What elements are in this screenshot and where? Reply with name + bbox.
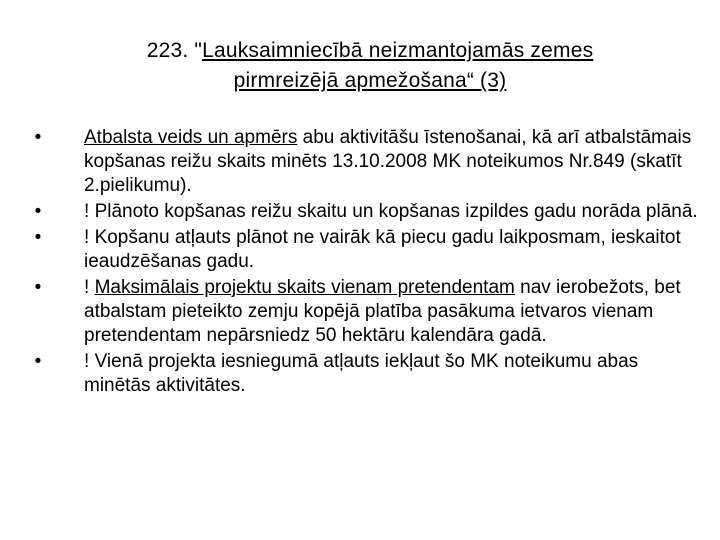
- bullet-dot-icon: •: [34, 201, 42, 222]
- bullet-exclamation: !: [84, 201, 95, 222]
- bullet-underlined-text: Maksimālais projektu skaits vienam pretendentam: [94, 277, 515, 298]
- bullet-text: Vienā projekta iesniegumā atļauts iekļaut šo MK noteikumu abas minētās aktivitātes.: [84, 351, 639, 396]
- bullet-list: [28, 126, 708, 400]
- bullet-item-planned-maintenance: [28, 200, 708, 224]
- title-line-2: [60, 66, 680, 96]
- bullet-item-both-activities: [28, 350, 708, 398]
- bullet-dot-icon: •: [34, 227, 42, 248]
- bullet-exclamation: !: [84, 351, 95, 372]
- bullet-exclamation: !: [84, 227, 95, 248]
- bullet-dot-icon: •: [34, 277, 42, 298]
- slide-title: [60, 36, 680, 96]
- bullet-text: Plānoto kopšanas reižu skaitu un kopšanas izpildes gadu norāda plānā.: [94, 201, 698, 222]
- bullet-exclamation: !: [84, 277, 95, 298]
- bullet-dot-icon: •: [34, 127, 42, 148]
- bullet-dot-icon: •: [34, 351, 42, 372]
- bullet-underlined-text: Atbalsta veids un apmērs: [84, 127, 298, 148]
- bullet-text: abu aktivitāšu īstenošanai, kā arī atbalstāmais kopšanas reižu skaits minēts 13.10.2008 MK noteikumos Nr.849 (skatīt 2.pielikumu).: [84, 127, 692, 196]
- title-underlined-part-2: pirmreizējā apmežošana“ (3): [233, 69, 507, 92]
- bullet-item-maintenance-period: [28, 226, 708, 274]
- title-line-1: [60, 36, 680, 66]
- title-underlined-part-1: Lauksaimniecībā neizmantojamās zemes: [202, 39, 594, 62]
- bullet-item-max-projects: [28, 276, 708, 348]
- title-prefix: 223. ": [146, 39, 203, 62]
- bullet-text: Kopšanu atļauts plānot ne vairāk kā piecu gadu laikposmam, ieskaitot ieaudzēšanas gadu.: [84, 227, 681, 272]
- bullet-text: nav ierobežots, bet atbalstam pieteikto zemju kopējā platība pasākuma ietvaros vienam pretendentam nepārsniedz 50 hektāru kalendāra gadā.: [84, 277, 681, 346]
- bullet-item-support-type: [28, 126, 708, 198]
